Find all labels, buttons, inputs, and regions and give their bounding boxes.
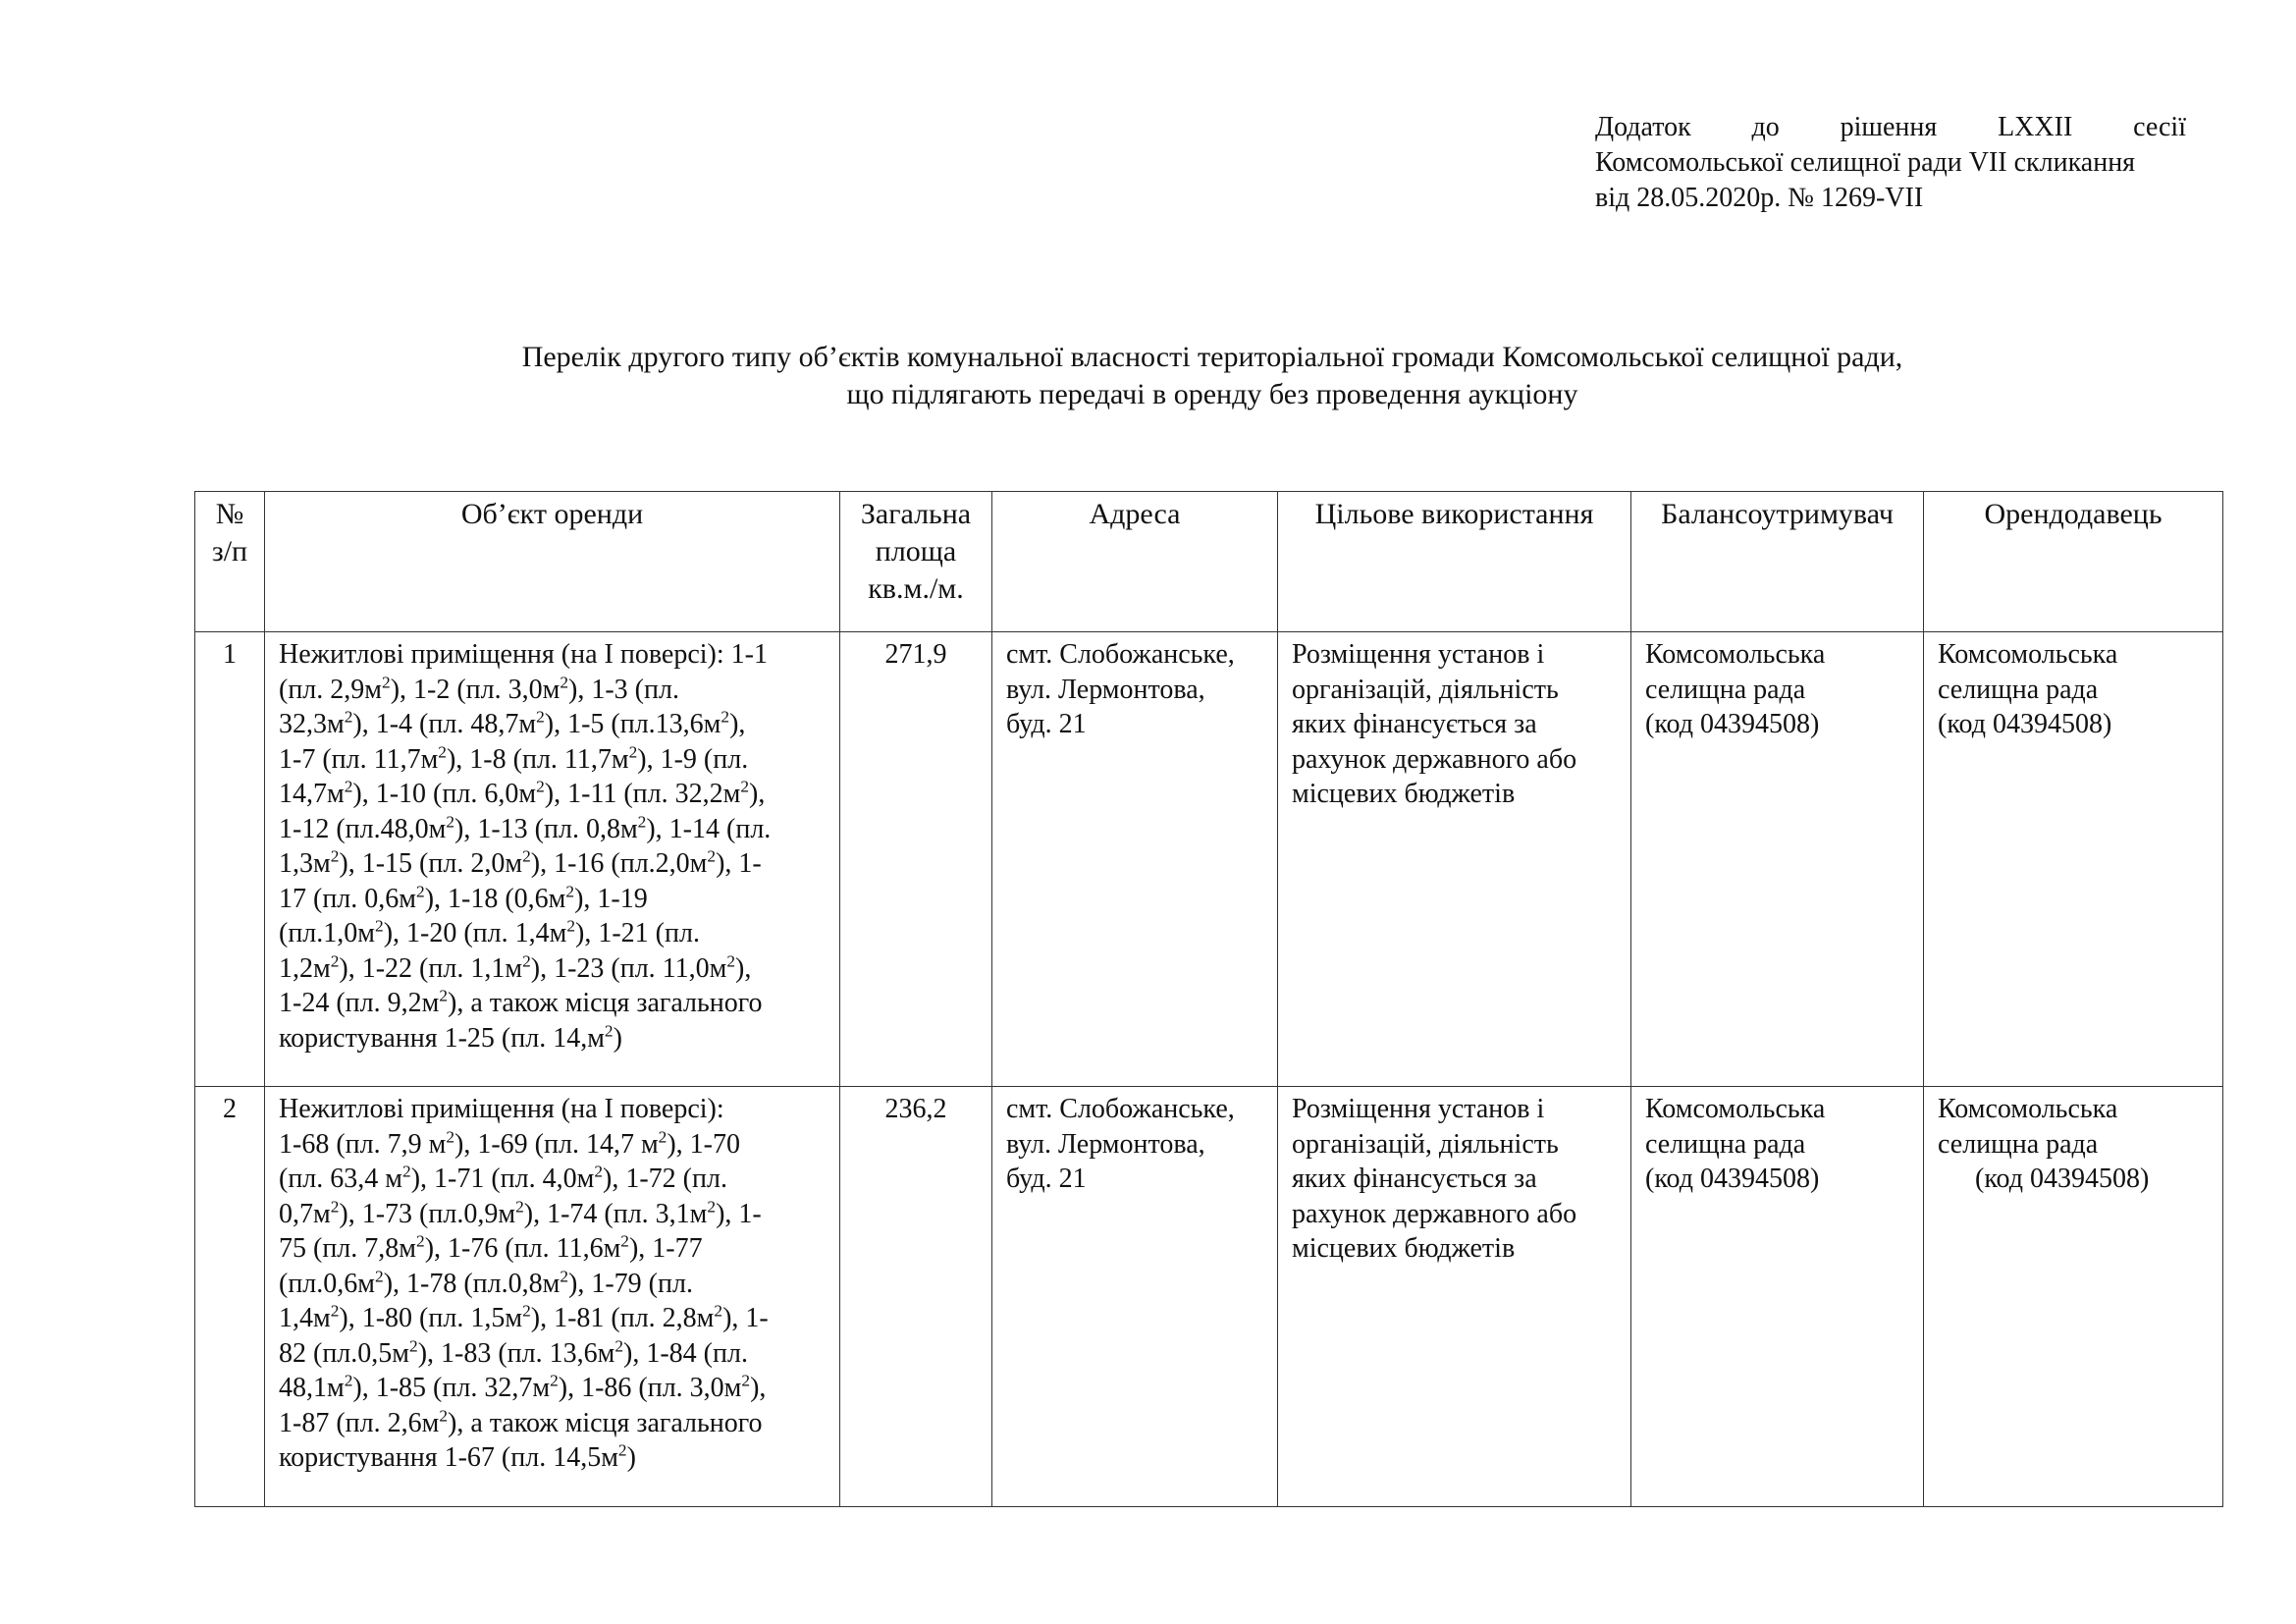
table-row bbox=[195, 1087, 2223, 1507]
row-object bbox=[265, 1087, 840, 1507]
row-area: 236,2 bbox=[840, 1087, 992, 1507]
purpose-line: місцевих бюджетів bbox=[1292, 779, 1516, 809]
object-line: 75 (пл. $7,8м^2$), 1-76 (пл. $11,6м^2$), 1-77 bbox=[279, 1231, 703, 1264]
appendix-word: до bbox=[1751, 112, 1780, 142]
header-holder: Балансоутримувач bbox=[1631, 492, 1924, 632]
purpose-line: рахунок державного або bbox=[1292, 743, 1577, 775]
header-area bbox=[840, 492, 992, 632]
row-lessor bbox=[1924, 1087, 2223, 1507]
holder-line: (код 04394508) bbox=[1645, 1164, 1820, 1194]
object-line: $48,1м^2$), 1-85 (пл. $32,7м^2$), 1-86 (пл. $3,0м^2$), bbox=[279, 1371, 767, 1403]
document-title bbox=[196, 339, 2228, 413]
row-address bbox=[992, 632, 1278, 1087]
object-line: $1,4м^2$), 1-80 (пл. $1,5м^2$), 1-81 (пл. $2,8м^2$), 1- bbox=[279, 1301, 769, 1333]
header-purpose: Цільове використання bbox=[1278, 492, 1631, 632]
object-line: $14,7м^2$), 1-10 (пл. $6,0м^2$), 1-11 (пл. $32,2м^2$), bbox=[279, 777, 766, 809]
holder-line: (код 04394508) bbox=[1645, 709, 1820, 739]
object-line: (пл. $2,9м^2$), 1-2 (пл. $3,0м^2$), 1-3 (пл. bbox=[279, 673, 679, 705]
address-line: вул. Лермонтова, bbox=[1006, 674, 1205, 705]
purpose-line: місцевих бюджетів bbox=[1292, 1233, 1516, 1264]
row-area: 271,9 bbox=[840, 632, 992, 1087]
purpose-line: організацій, діяльність bbox=[1292, 674, 1559, 705]
lessor-line: Комсомольська bbox=[1938, 639, 2118, 670]
appendix-word: рішення bbox=[1840, 112, 1938, 142]
object-line: 82 $(пл.0,5м^2)$, 1-83 (пл. $13,6м^2$), 1-84 (пл. bbox=[279, 1336, 748, 1369]
row-holder bbox=[1631, 632, 1924, 1087]
object-line: 1-87 (пл. $2,6м^2$), а також місця загального bbox=[279, 1406, 763, 1438]
holder-line: Комсомольська bbox=[1645, 1094, 1826, 1124]
lessor-line: (код 04394508) bbox=[1975, 1164, 2150, 1194]
rent-objects-table bbox=[194, 491, 2223, 1507]
object-line: Нежитлові приміщення (на I поверсі): 1-1 bbox=[279, 639, 768, 670]
address-line: смт. Слобожанське, bbox=[1006, 639, 1235, 670]
address-line: смт. Слобожанське, bbox=[1006, 1094, 1235, 1124]
object-line: $1,3м^2$), 1-15 (пл. $2,0м^2$), 1-16 $(пл.2,0м^2)$, 1- bbox=[279, 846, 762, 879]
header-address: Адреса bbox=[992, 492, 1278, 632]
header-num-line: № bbox=[215, 498, 244, 530]
lessor-line: селищна рада bbox=[1938, 1128, 2099, 1160]
object-line: $(пл.0,6м^2)$, 1-78 $(пл.0,8м^2)$, 1-79 (пл. bbox=[279, 1267, 693, 1299]
lessor-line: селищна рада bbox=[1938, 674, 2099, 705]
purpose-line: організацій, діяльність bbox=[1292, 1128, 1559, 1160]
appendix-word: LXXII bbox=[1998, 112, 2073, 142]
address-line: буд. 21 bbox=[1006, 1164, 1087, 1194]
header-area-line: площа bbox=[875, 535, 957, 568]
header-object: Об’єкт оренди bbox=[265, 492, 840, 632]
holder-line: селищна рада bbox=[1645, 1128, 1806, 1160]
object-line: $32,3м^2$), 1-4 (пл. $48,7м^2$), 1-5 $(пл.13,6м^2)$, bbox=[279, 707, 746, 739]
purpose-line: яких фінансується за bbox=[1292, 709, 1537, 739]
object-line: користування 1-25 (пл. $14,м^2$) bbox=[279, 1021, 622, 1054]
title-line-1: Перелік другого типу об’єктів комунальної власності територіальної громади Комсомольської селищної ради, bbox=[521, 341, 1903, 373]
object-line: $0,7м^2$), 1-73 $(пл.0,9м^2)$, 1-74 (пл. $3,1м^2$), 1- bbox=[279, 1197, 762, 1229]
row-num: 2 bbox=[195, 1087, 265, 1507]
object-line: $(пл.1,0м^2)$, 1-20 (пл. $1,4м^2$), 1-21 (пл. bbox=[279, 916, 700, 948]
lessor-line: (код 04394508) bbox=[1938, 709, 2112, 739]
object-line: Нежитлові приміщення (на I поверсі): bbox=[279, 1094, 724, 1124]
appendix-line-3: від 28.05.2020р. № 1269-VII bbox=[1595, 183, 1924, 213]
object-line: 1-12 $(пл.48,0м^2)$, 1-13 (пл. $0,8м^2$), 1-14 (пл. bbox=[279, 812, 772, 844]
appendix-block bbox=[1595, 110, 2186, 216]
row-holder bbox=[1631, 1087, 1924, 1507]
table-row bbox=[195, 632, 2223, 1087]
appendix-line-2: Комсомольської селищної ради VII скликання bbox=[1595, 147, 2136, 178]
object-line: 17 (пл. $0,6м^2$), 1-18 $(0,6м^2)$, 1-19 bbox=[279, 882, 648, 914]
title-line-2: що підлягають передачі в оренду без проведення аукціону bbox=[846, 378, 1578, 410]
row-object bbox=[265, 632, 840, 1087]
holder-line: Комсомольська bbox=[1645, 639, 1826, 670]
object-line: $1,2м^2$), 1-22 (пл. $1,1м^2$), 1-23 (пл. $11,0м^2$), bbox=[279, 951, 752, 984]
address-line: вул. Лермонтова, bbox=[1006, 1128, 1205, 1160]
row-address bbox=[992, 1087, 1278, 1507]
object-line: користування 1-67 (пл. $14,5м^2$) bbox=[279, 1440, 636, 1473]
appendix-word: Додаток bbox=[1595, 112, 1691, 142]
row-lessor bbox=[1924, 632, 2223, 1087]
header-area-line: Загальна bbox=[860, 498, 972, 530]
purpose-line: рахунок державного або bbox=[1292, 1198, 1577, 1229]
header-num-line: з/п bbox=[211, 535, 248, 568]
lessor-line: Комсомольська bbox=[1938, 1094, 2118, 1124]
row-purpose bbox=[1278, 1087, 1631, 1507]
object-line: 1-24 (пл. $9,2м^2$), а також місця загального bbox=[279, 986, 763, 1018]
appendix-word: сесії bbox=[2133, 112, 2186, 142]
purpose-line: Розміщення установ і bbox=[1292, 639, 1545, 670]
object-line: 1-68 (пл. 7,9 $м^2$), 1-69 (пл. 14,7 $м^2$), 1-70 bbox=[279, 1127, 741, 1160]
row-num: 1 bbox=[195, 632, 265, 1087]
holder-line: селищна рада bbox=[1645, 674, 1806, 705]
header-num bbox=[195, 492, 265, 632]
purpose-line: яких фінансується за bbox=[1292, 1164, 1537, 1194]
appendix-line-1 bbox=[1595, 110, 2186, 145]
object-line: (пл. 63,4 $м^2$), 1-71 (пл. $4,0м^2$), 1-72 (пл. bbox=[279, 1162, 727, 1194]
address-line: буд. 21 bbox=[1006, 709, 1087, 739]
table-header-row bbox=[195, 492, 2223, 632]
object-line: 1-7 (пл. $11,7м^2$), 1-8 (пл. $11,7м^2$), 1-9 (пл. bbox=[279, 742, 749, 775]
header-lessor: Орендодавець bbox=[1924, 492, 2223, 632]
row-purpose bbox=[1278, 632, 1631, 1087]
header-area-line: кв.м./м. bbox=[868, 572, 964, 605]
purpose-line: Розміщення установ і bbox=[1292, 1094, 1545, 1124]
